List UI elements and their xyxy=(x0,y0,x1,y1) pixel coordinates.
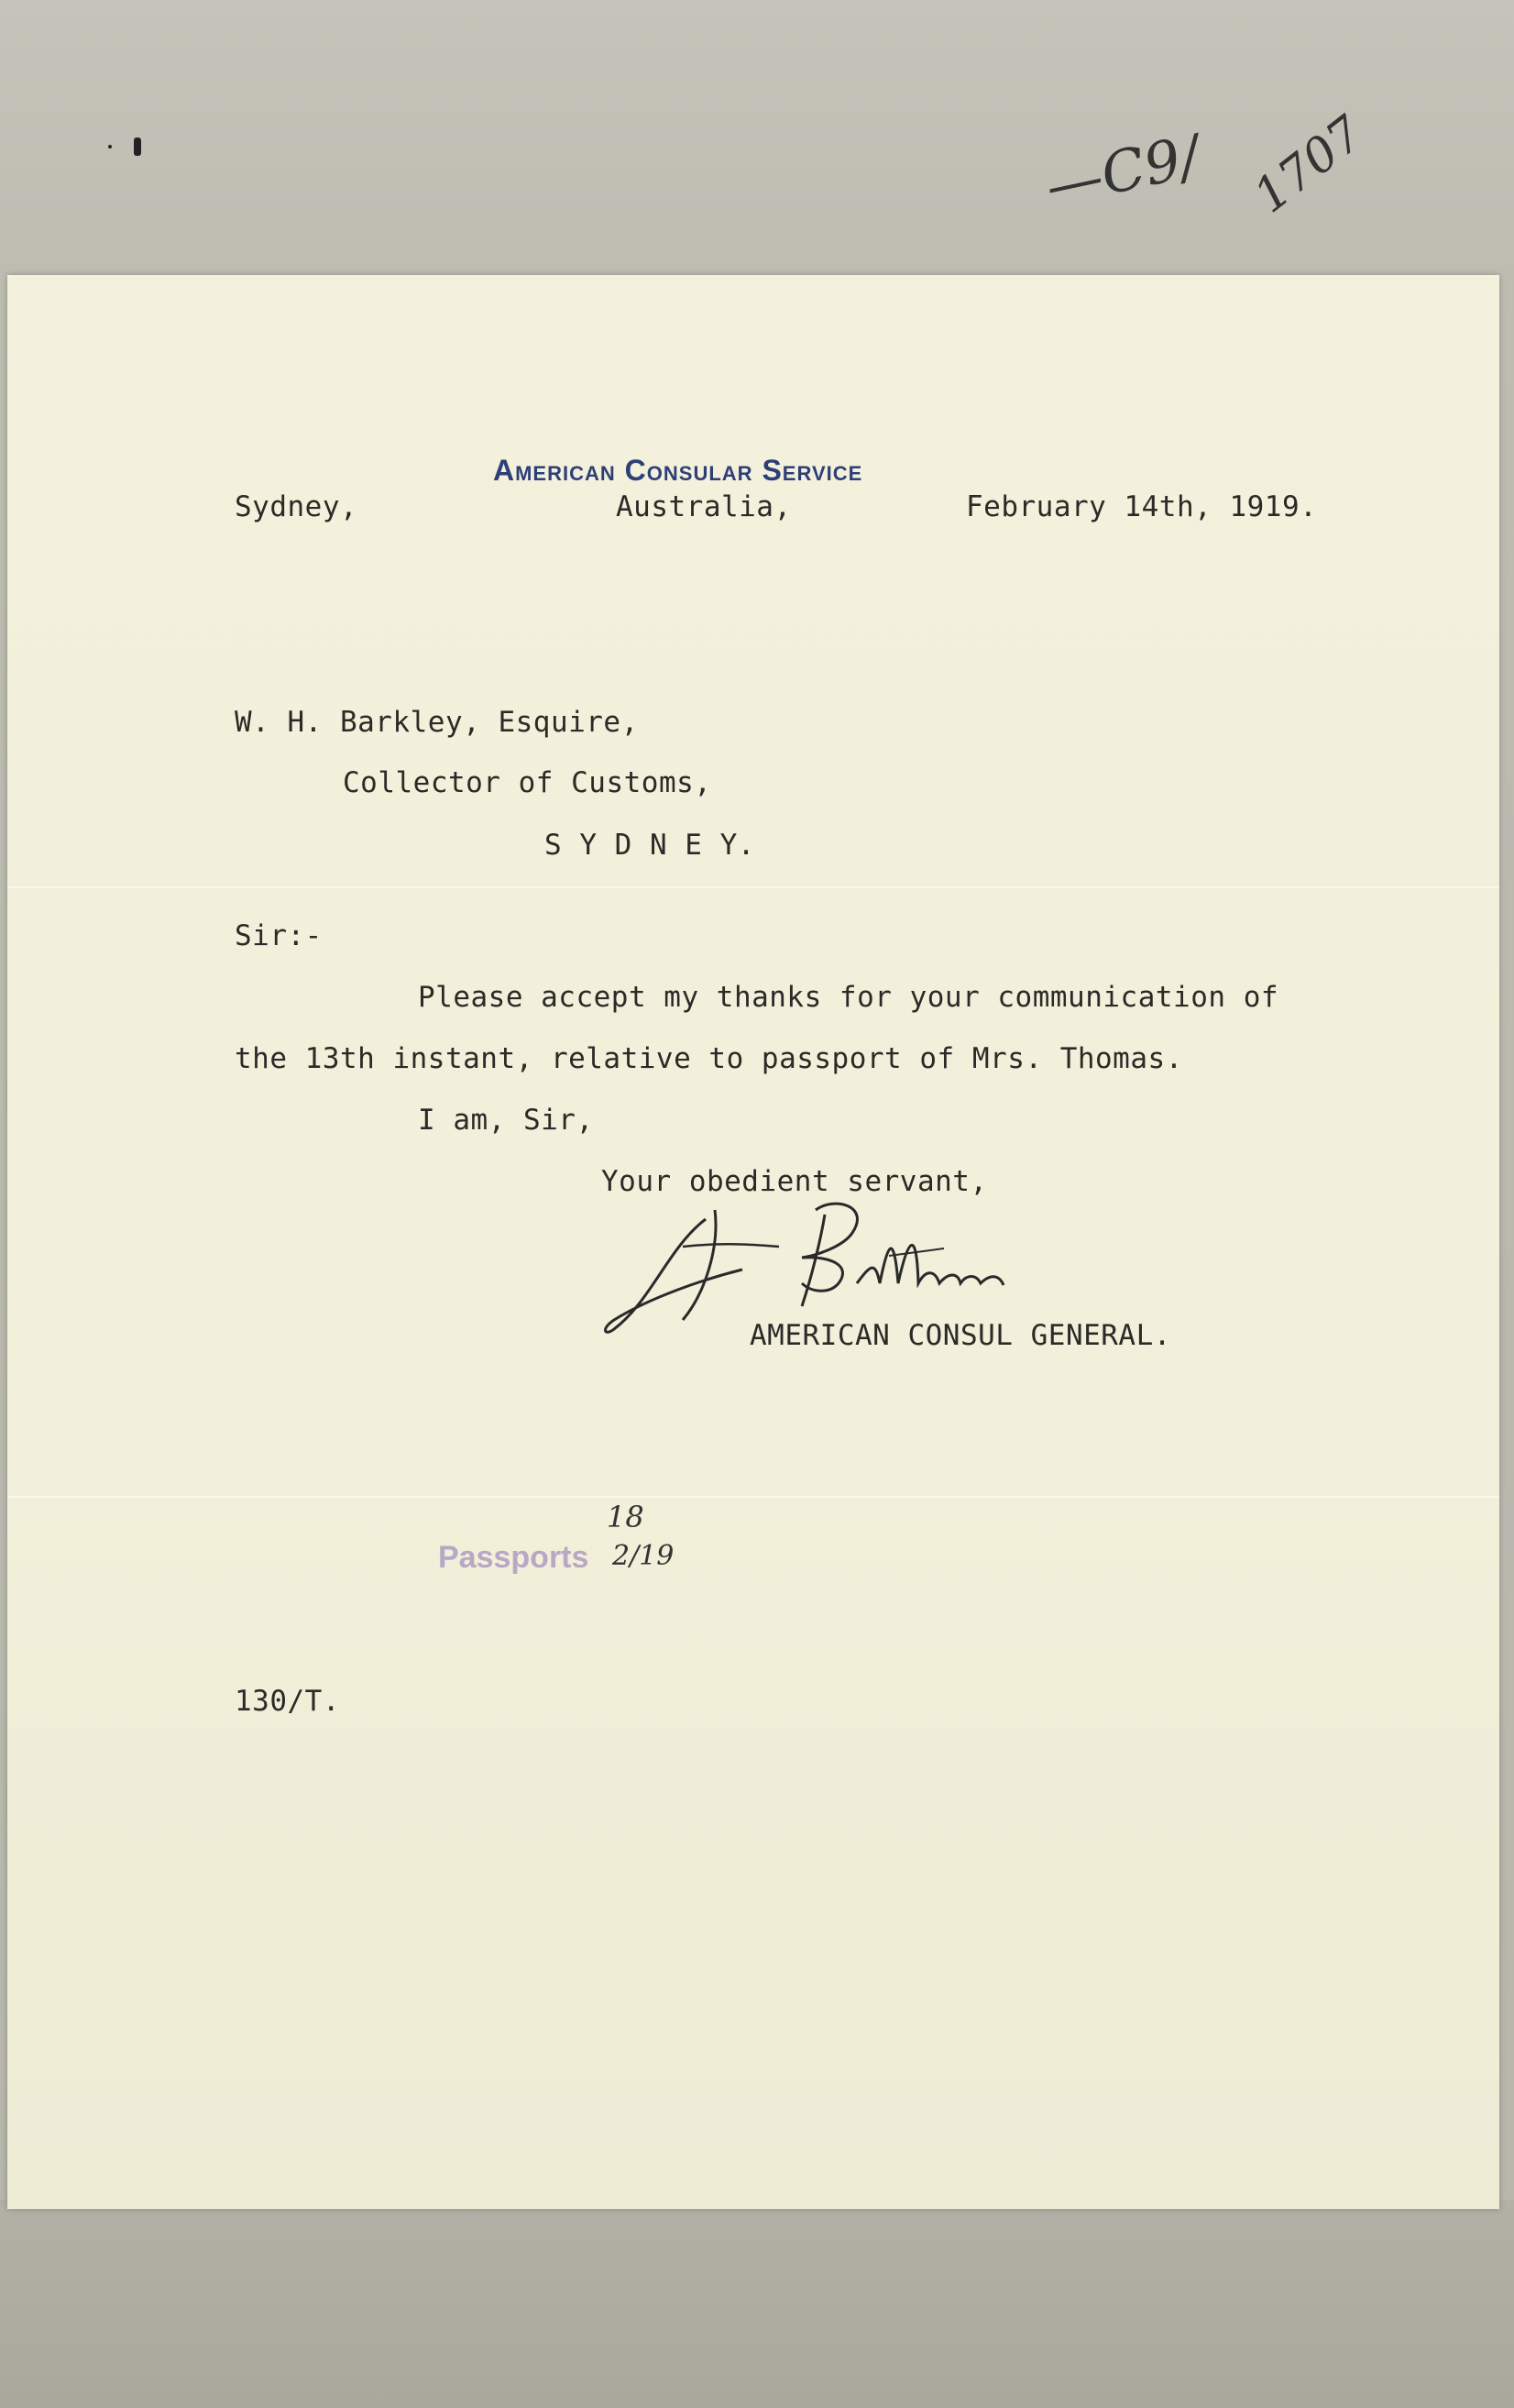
dateline-city: Sydney, xyxy=(235,490,358,523)
addressee-name: W. H. Barkley, Esquire, xyxy=(235,706,639,739)
backing-sheet-bottom xyxy=(0,2200,1514,2408)
stamp-handwritten-bottom: 2/19 xyxy=(612,1540,675,1572)
closing-line-2: Your obedient servant, xyxy=(601,1165,988,1198)
passports-stamp: Passports xyxy=(438,1540,589,1575)
addressee-title: Collector of Customs, xyxy=(343,766,712,799)
archive-notation: —C9/ xyxy=(1039,122,1206,220)
salutation: Sir:- xyxy=(235,919,323,952)
ink-speck xyxy=(134,137,141,156)
stamp-handwritten-top: 18 xyxy=(607,1500,644,1534)
dateline-date: February 14th, 1919. xyxy=(966,490,1318,523)
body-line-2: the 13th instant, relative to passport of Mrs. Thomas. xyxy=(235,1042,1183,1075)
dateline-country: Australia, xyxy=(616,490,792,523)
archive-number: 1707 xyxy=(1244,105,1374,225)
signature-title: AMERICAN CONSUL GENERAL. xyxy=(750,1319,1171,1352)
addressee-city: S Y D N E Y. xyxy=(544,829,755,862)
closing-line-1: I am, Sir, xyxy=(418,1104,594,1137)
body-line-1: Please accept my thanks for your communication of xyxy=(418,981,1279,1014)
reference-number: 130/T. xyxy=(235,1685,340,1718)
letterhead: American Consular Service xyxy=(493,454,863,487)
fold-line xyxy=(7,886,1499,888)
ink-speck xyxy=(108,145,112,148)
fold-line xyxy=(7,1496,1499,1498)
